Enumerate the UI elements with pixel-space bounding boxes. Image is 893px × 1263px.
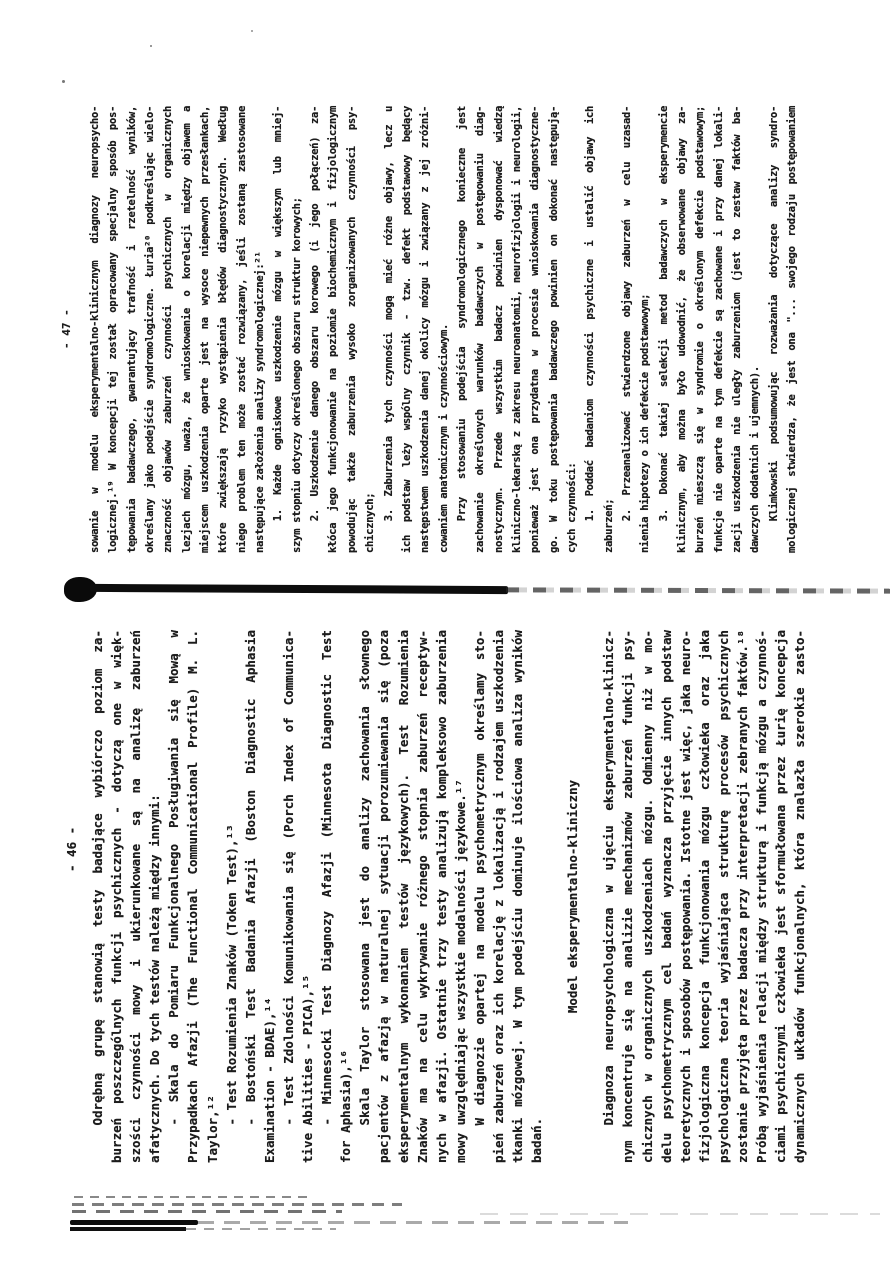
text-line: - Bostoński Test Badania Afazji (Boston Diagnostic Aphasia [242,630,258,1126]
page-number-46: - 46 - [64,826,79,872]
page-edge-streak-artifact [186,1228,336,1230]
text-line: logicznej.¹⁹ W koncepcji tej został opracowany specjalny sposób pos- [107,106,120,553]
text-line: 3. Zaburzenia tych czynności mogą mieć różne objawy, lecz u [382,106,395,522]
text-line: powodując także zaburzenia wysoko zorganizowanych czynności psy- [345,106,358,553]
page-edge-faint-line-artifact [480,1213,880,1215]
text-line: psychologiczna teoria wyjaśniająca strukturę procesów psychicznych [715,630,731,1163]
page-edge-streak-artifact [74,1196,314,1198]
text-line: W diagnozie opartej na modelu psychometrycznym określamy sto- [471,630,487,1126]
text-line: znaczność objawów zaburzeń czynności psychicznych w organicznych [162,106,175,553]
text-line: Model eksperymentalno-kliniczny [565,779,581,1014]
text-line: cych czynności: [565,462,578,553]
text-line: kliniczno-lekarską z zakresu neuroanatomii, neurofizjologii i neurologii, [510,106,523,553]
text-line: ponieważ jest ona przydatna w procesie wnioskowania diagnostyczne- [529,106,542,553]
text-line: nostycznym. Przede wszystkim badacz powinien dysponować wiedzą [492,106,505,553]
text-line: Taylor,¹² [204,1095,220,1163]
text-line: 3. Dokonać takiej selekcji metod badawczych w eksperymencie [657,106,670,522]
text-line: Przypadkach Afazji (The Functional Communicational Profile) M. L. [185,630,201,1163]
page-edge-streak-artifact [72,1203,402,1206]
text-line: ich podstaw leży wspólny czynnik - tzw. defekt podstawowy będący [400,106,413,553]
text-line: eksperymentalnym wykonaniem testów językowych). Test Rozumienia [395,630,411,1163]
text-line: Znaków ma na celu wykrywanie różnego stopnia zaburzeń receptyw- [414,630,430,1163]
text-line: pacjentów z afazją w naturalnej sytuacji porozumiewania się (poza [376,630,392,1163]
page-edge-streak-artifact [70,1227,186,1231]
text-line: 1. Poddać badaniom czynności psychiczne i ustalić objawy ich [584,106,597,522]
text-line: miejscem uszkodzenia oparte jest na wysoce niepewnych przesłankach, [199,106,212,553]
text-line: - Skala do Pomiaru Funkcjonalnego Posługiwania się Mową w [166,630,182,1126]
text-line: burzeń poszczególnych funkcji psychicznych - dotyczą one w więk- [109,630,125,1163]
page-edge-streak-artifact [198,1221,628,1224]
text-line: Przy stosowaniu podejścia syndromologicznego konieczne jest [455,106,468,522]
text-line: tępowania badawczego, gwarantujący trafność i rzetelność wyników, [125,106,138,553]
text-line: funkcje nie oparte na tym defekcie są zachowane i przy danej lokali- [712,106,725,553]
text-line: 2. Przeanalizować stwierdzone objawy zaburzeń w celu uzasad- [620,106,633,522]
text-line: sowanie w modelu eksperymentalno-klinicznym diagnozy neuropsycho- [89,106,101,553]
text-line: badań. [529,1117,545,1163]
text-line: tkanki mózgowej. W tym podejściu dominuje ilościowa analiza wyników [510,630,526,1163]
text-line: dynamicznych układów funkcjonalnych, która znalazła szerokie zasto- [792,630,808,1163]
text-line: dawczych dodatnich i ujemnych). [749,366,762,553]
text-line: 2. Uszkodzenie danego obszaru korowego (i jego połączeń) za- [309,106,322,522]
text-line: teoretycznych i sposobów postępowania. Istotne jest więc, jaka neuro- [677,630,693,1163]
text-line: zostanie przyjęta przez badacza przy interpretacji zebranych faktów.¹⁸ [735,630,750,1163]
text-line: następstwem uszkodzenia danej okolicy mózgu i związany z jej zróżni- [419,106,432,553]
text-line: for Aphasia),¹⁶ [338,1050,354,1163]
scan-speck-artifact [251,30,253,32]
text-line: określany jako podejście syndromologiczne. Łuria²⁰ podkreślając wielo- [144,106,157,553]
text-line: chicznych w organicznych uszkodzeniach mózgu. Odmienny niż w mo- [639,630,655,1163]
text-line: Klimkowski podsumowując rozważania dotyczące analizy syndro- [767,106,780,522]
text-line: chicznych; [364,492,377,553]
page-47-text-block [86,106,801,553]
text-line: 1. Każde ogniskowe uszkodzenie mózgu w większym lub mniej- [272,106,285,522]
text-line: afatycznych. Do tych testów należą między innymi: [147,794,163,1163]
text-line: pień zaburzeń oraz ich korelację z lokalizacją i rodzajem uszkodzenia [490,630,506,1163]
text-line: zachowanie określonych warunków badawczych w postępowaniu diag- [474,106,487,553]
text-line: następujące założenia analizy syndromologicznej:²¹ [254,251,267,553]
text-line: nienia hipotezy o ich defekcie podstawowym; [639,293,652,553]
text-line: Examination - BDAE),¹⁴ [261,997,277,1163]
text-line: delu psychometrycznym cel badań wyznacza przyjęcie innych podstaw [658,630,674,1163]
text-line: Odrębną grupę stanowią testy badające wybiórczo poziom za- [90,630,105,1126]
text-line: Diagnoza neuropsychologiczna w ujęciu eksperymentalno-klinicz- [601,630,617,1126]
text-line: - Test Zdolności Komunikowania się (Porch Index of Communica- [280,630,296,1126]
text-line: klinicznym, aby można było udowodnić, że obserwowane objawy za- [676,106,688,553]
scan-speck-artifact [62,80,65,83]
text-line: Skala Taylor stosowana jest do analizy zachowania słownego [357,630,373,1126]
text-line: mologicznej stwierdza, że jest ona "... swojego rodzaju postępowaniem [786,106,799,553]
text-line: ciami psychicznymi człowieka jest sformułowana przez Łurię koncepcja [773,630,789,1163]
text-line: cowaniem anatomicznym i czynnościowym. [437,323,450,553]
page-46-text-block [88,630,809,1163]
text-line: niego problem ten może zostać rozwiązany, jeśli zostaną zastosowane [235,106,248,553]
text-line: tive Abilities - PICA),¹⁵ [300,974,316,1163]
scan-speck-artifact [150,45,152,47]
text-line: - Test Rozumienia Znaków (Token Test),¹³ [223,824,239,1126]
text-line: mowy uwzględniając wszystkie modalności językowe.¹⁷ [452,779,468,1163]
text-line: nych w afazji. Ostatnie trzy testy analizują kompleksowo zaburzenia [433,630,449,1163]
page-edge-streak-artifact [72,1210,342,1213]
text-line: kłóca jego funkcjonowanie na poziomie biochemicznym i fizjologicznym [327,106,340,553]
text-line: zaburzeń; [602,498,615,553]
text-line: Próbą wyjaśnienia relacji między strukturą i funkcją mózgu a czynnoś- [754,630,770,1163]
text-line: burzeń mieszczą się w syndromie o określonym defekcie podstawowym; [694,106,707,553]
text-line: lezjach mózgu, uważa, że wnioskowanie o korelacji między objawem a [180,106,193,553]
text-line: zacji uszkodzenia nie uległy zaburzeniom (jest to zestaw faktów ba- [731,106,744,553]
text-line: które zwiększają ryzyko wystąpienia błędów diagnostycznych. Według [217,106,230,553]
text-line: go. W toku postępowania badawczego powinien on dokonać następują- [547,106,560,553]
page-number-47: - 47 - [60,309,73,349]
text-line: fizjologiczna koncepcja funkcjonowania mózgu człowieka oraz jaka [696,630,712,1163]
text-line: - Minnesocki Test Diagnozy Afazji (Minnesota Diagnostic Test [319,630,335,1126]
text-line: nym koncentruje się na analizie mechanizmów zaburzeń funkcji psy- [620,630,636,1163]
text-line: szym stopniu dotyczy określonego obszaru struktur korowych; [290,197,303,553]
page-edge-streak-artifact [70,1220,198,1225]
text-line: szości czynności mowy i ukierunkowane są na analizę zaburzeń [128,630,144,1163]
